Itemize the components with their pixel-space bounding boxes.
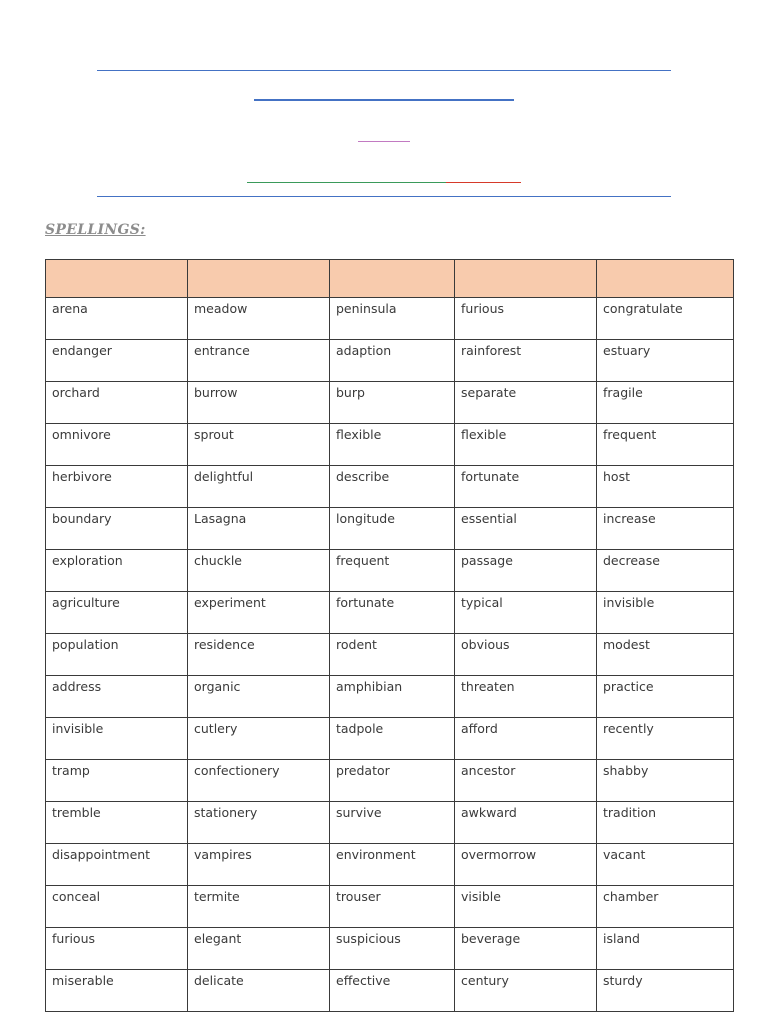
table-row xyxy=(46,676,734,718)
spellings-table xyxy=(45,259,734,1012)
table-row xyxy=(46,760,734,802)
table-cell: flexible xyxy=(455,424,597,466)
spellings-heading: SPELLINGS: xyxy=(45,222,146,238)
table-cell: omnivore xyxy=(46,424,188,466)
table-row xyxy=(46,886,734,928)
table-cell: endanger xyxy=(46,340,188,382)
subtitle-underline xyxy=(358,141,410,142)
table-header-cell xyxy=(46,260,188,298)
table-cell: sprout xyxy=(188,424,330,466)
table-cell: shabby xyxy=(597,760,734,802)
table-cell: longitude xyxy=(330,508,455,550)
table-cell: delightful xyxy=(188,466,330,508)
table-cell: burp xyxy=(330,382,455,424)
table-cell: century xyxy=(455,970,597,1012)
table-cell: vampires xyxy=(188,844,330,886)
table-cell: miserable xyxy=(46,970,188,1012)
table-cell: beverage xyxy=(455,928,597,970)
table-cell: overmorrow xyxy=(455,844,597,886)
table-cell: delicate xyxy=(188,970,330,1012)
table-cell: survive xyxy=(330,802,455,844)
table-cell: residence xyxy=(188,634,330,676)
table-cell: experiment xyxy=(188,592,330,634)
table-row xyxy=(46,466,734,508)
table-row xyxy=(46,550,734,592)
table-cell: chuckle xyxy=(188,550,330,592)
table-cell: rodent xyxy=(330,634,455,676)
table-cell: vacant xyxy=(597,844,734,886)
table-row xyxy=(46,844,734,886)
table-cell: invisible xyxy=(46,718,188,760)
table-header-row xyxy=(46,260,734,298)
table-cell: adaption xyxy=(330,340,455,382)
table-cell: tadpole xyxy=(330,718,455,760)
table-cell: Lasagna xyxy=(188,508,330,550)
table-cell: disappointment xyxy=(46,844,188,886)
table-cell: amphibian xyxy=(330,676,455,718)
table-cell: agriculture xyxy=(46,592,188,634)
table-cell: fragile xyxy=(597,382,734,424)
table-row xyxy=(46,424,734,466)
table-cell: exploration xyxy=(46,550,188,592)
table-cell: furious xyxy=(46,928,188,970)
table-cell: tremble xyxy=(46,802,188,844)
table-cell: orchard xyxy=(46,382,188,424)
table-cell: arena xyxy=(46,298,188,340)
table-cell: environment xyxy=(330,844,455,886)
table-cell: visible xyxy=(455,886,597,928)
table-cell: conceal xyxy=(46,886,188,928)
table-cell: island xyxy=(597,928,734,970)
table-cell: frequent xyxy=(597,424,734,466)
table-row xyxy=(46,970,734,1012)
table-cell: modest xyxy=(597,634,734,676)
table-cell: invisible xyxy=(597,592,734,634)
table-row xyxy=(46,340,734,382)
table-row xyxy=(46,382,734,424)
table-cell: boundary xyxy=(46,508,188,550)
table-cell: increase xyxy=(597,508,734,550)
table-cell: furious xyxy=(455,298,597,340)
title-underline xyxy=(254,99,514,101)
table-cell: cutlery xyxy=(188,718,330,760)
table-cell: population xyxy=(46,634,188,676)
table-cell: estuary xyxy=(597,340,734,382)
table-cell: separate xyxy=(455,382,597,424)
table-cell: decrease xyxy=(597,550,734,592)
table-row xyxy=(46,298,734,340)
table-cell: rainforest xyxy=(455,340,597,382)
table-header-cell xyxy=(188,260,330,298)
table-cell: entrance xyxy=(188,340,330,382)
table-cell: essential xyxy=(455,508,597,550)
table-cell: meadow xyxy=(188,298,330,340)
table-body xyxy=(46,298,734,1012)
table-cell: confectionery xyxy=(188,760,330,802)
table-cell: fortunate xyxy=(455,466,597,508)
table-cell: flexible xyxy=(330,424,455,466)
table-cell: address xyxy=(46,676,188,718)
table-cell: burrow xyxy=(188,382,330,424)
table-cell: chamber xyxy=(597,886,734,928)
table-row xyxy=(46,928,734,970)
link-underline-red xyxy=(446,182,521,183)
table-cell: obvious xyxy=(455,634,597,676)
table-cell: recently xyxy=(597,718,734,760)
table-cell: organic xyxy=(188,676,330,718)
table-cell: afford xyxy=(455,718,597,760)
table-cell: threaten xyxy=(455,676,597,718)
table-header-cell xyxy=(330,260,455,298)
table-header-cell xyxy=(597,260,734,298)
table-cell: effective xyxy=(330,970,455,1012)
table-cell: elegant xyxy=(188,928,330,970)
table-cell: frequent xyxy=(330,550,455,592)
table-cell: typical xyxy=(455,592,597,634)
table-cell: predator xyxy=(330,760,455,802)
divider-line-bottom xyxy=(97,196,671,197)
table-cell: fortunate xyxy=(330,592,455,634)
table-cell: awkward xyxy=(455,802,597,844)
table-cell: stationery xyxy=(188,802,330,844)
table-cell: host xyxy=(597,466,734,508)
table-cell: tradition xyxy=(597,802,734,844)
table-cell: practice xyxy=(597,676,734,718)
table-row xyxy=(46,802,734,844)
table-row xyxy=(46,718,734,760)
link-underline-green xyxy=(247,182,446,183)
table-cell: peninsula xyxy=(330,298,455,340)
table-cell: suspicious xyxy=(330,928,455,970)
table-cell: tramp xyxy=(46,760,188,802)
table-cell: passage xyxy=(455,550,597,592)
table-cell: ancestor xyxy=(455,760,597,802)
table-row xyxy=(46,508,734,550)
table-header-cell xyxy=(455,260,597,298)
table-cell: describe xyxy=(330,466,455,508)
table-cell: trouser xyxy=(330,886,455,928)
table-row xyxy=(46,634,734,676)
table-cell: sturdy xyxy=(597,970,734,1012)
table-cell: termite xyxy=(188,886,330,928)
table-cell: congratulate xyxy=(597,298,734,340)
table-cell: herbivore xyxy=(46,466,188,508)
table-row xyxy=(46,592,734,634)
divider-line-top xyxy=(97,70,671,71)
